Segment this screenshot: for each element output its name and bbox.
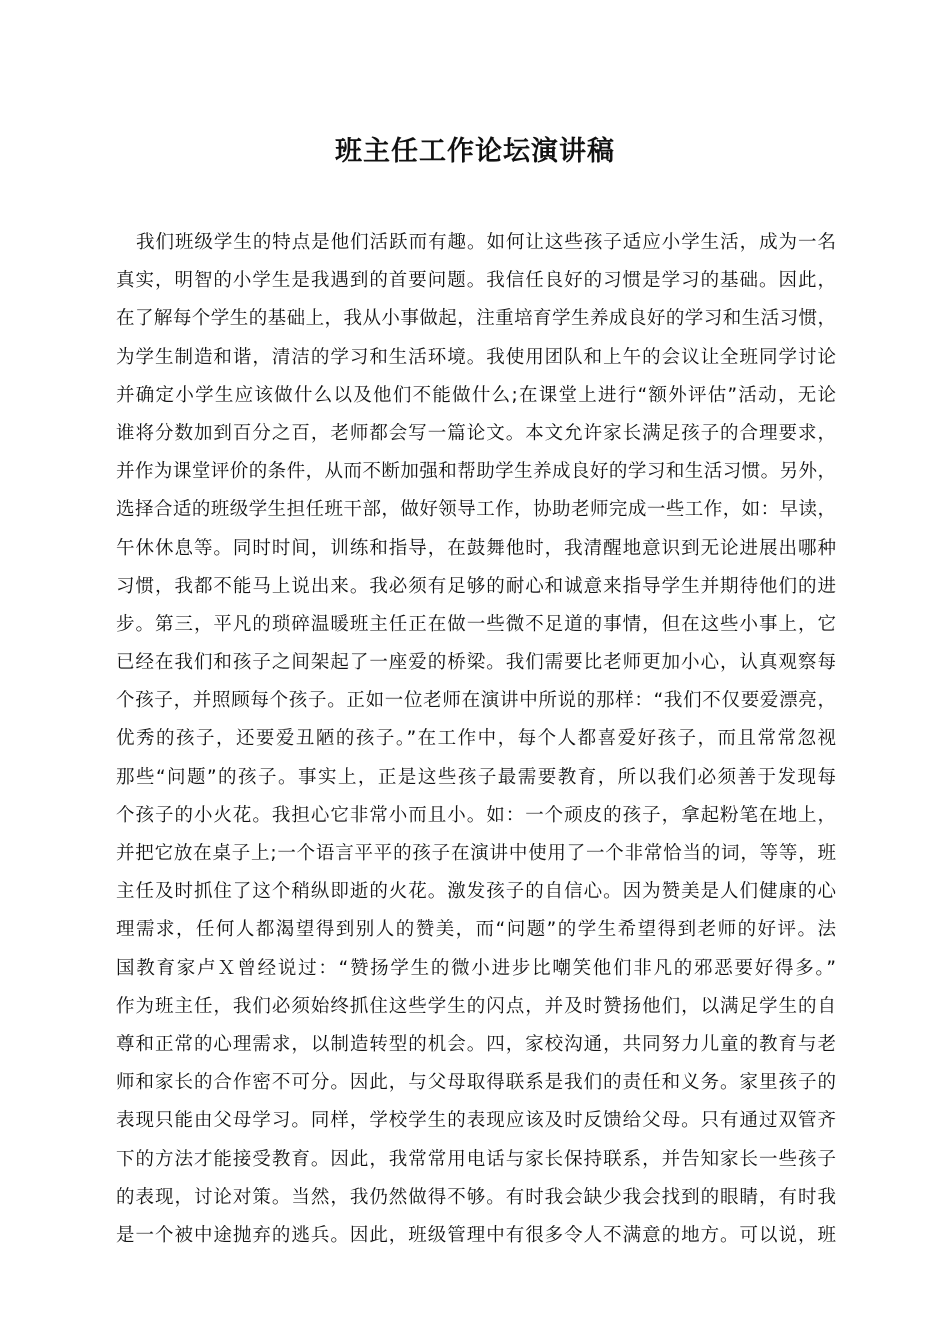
body-line: 并作为课堂评价的条件，从而不断加强和帮助学生养成良好的学习和生活习惯。另外， [116,461,836,483]
body-line: 的表现，讨论对策。当然，我仍然做得不够。有时我会缺少我会找到的眼睛，有时我 [116,1186,836,1208]
body-line: 选择合适的班级学生担任班干部，做好领导工作，协助老师完成一些工作，如：早读， [116,499,836,521]
body-line: 理需求，任何人都渴望得到别人的赞美，而“问题”的学生希望得到老师的好评。法 [116,919,836,941]
body-line: 并把它放在桌子上;一个语言平平的孩子在演讲中使用了一个非常恰当的词，等等，班 [116,843,836,864]
body-line: 并确定小学生应该做什么以及他们不能做什么;在课堂上进行“额外评估”活动，无论 [116,384,836,406]
body-line: 表现只能由父母学习。同样，学校学生的表现应该及时反馈给父母。只有通过双管齐 [116,1110,836,1132]
body-line: 我们班级学生的特点是他们活跃而有趣。如何让这些孩子适应小学生活，成为一名 [136,232,836,253]
body-line: 习惯，我都不能马上说出来。我必须有足够的耐心和诚意来指导学生并期待他们的进 [116,575,836,597]
document-body [116,224,836,1255]
body-line: 午休休息等。同时时间，训练和指导，在鼓舞他时，我清醒地意识到无论进展出哪种 [116,537,836,559]
body-line: 师和家长的合作密不可分。因此，与父母取得联系是我们的责任和义务。家里孩子的 [116,1072,836,1094]
body-line: 步。第三，平凡的琐碎温暖班主任正在做一些微不足道的事情，但在这些小事上，它 [116,613,836,635]
body-line: 在了解每个学生的基础上，我从小事做起，注重培育学生养成良好的学习和生活习惯， [116,308,836,330]
body-line: 主任及时抓住了这个稍纵即逝的火花。激发孩子的自信心。因为赞美是人们健康的心 [116,881,836,903]
body-line: 谁将分数加到百分之百，老师都会写一篇论文。本文允许家长满足孩子的合理要求， [116,422,836,444]
body-line: 真实，明智的小学生是我遇到的首要问题。我信任良好的习惯是学习的基础。因此， [116,270,836,292]
body-line: 个孩子，并照顾每个孩子。正如一位老师在演讲中所说的那样：“我们不仅要爱漂亮， [116,690,836,712]
body-line: 为学生制造和谐，清洁的学习和生活环境。我使用团队和上午的会议让全班同学讨论 [116,346,836,368]
body-line: 那些“问题”的孩子。事实上，正是这些孩子最需要教育，所以我们必须善于发现每 [116,766,836,788]
body-line: 下的方法才能接受教育。因此，我常常用电话与家长保持联系，并告知家长一些孩子 [116,1148,836,1170]
body-line: 个孩子的小火花。我担心它非常小而且小。如：一个顽皮的孩子，拿起粉笔在地上， [116,804,836,826]
body-line: 尊和正常的心理需求，以制造转型的机会。四，家校沟通，共同努力儿童的教育与老 [116,1033,836,1055]
body-line: 是一个被中途抛弃的逃兵。因此，班级管理中有很多令人不满意的地方。可以说，班 [116,1224,836,1246]
document-title: 班主任工作论坛演讲稿 [335,136,615,167]
body-line: 作为班主任，我们必须始终抓住这些学生的闪点，并及时赞扬他们，以满足学生的自 [116,995,836,1017]
body-line: 国教育家卢Ｘ曾经说过：“赞扬学生的微小进步比嘲笑他们非凡的邪恶要好得多。” [116,957,836,979]
body-line: 优秀的孩子，还要爱丑陋的孩子。”在工作中，每个人都喜爱好孩子，而且常常忽视 [116,728,836,750]
body-line: 已经在我们和孩子之间架起了一座爱的桥梁。我们需要比老师更加小心，认真观察每 [116,652,836,674]
